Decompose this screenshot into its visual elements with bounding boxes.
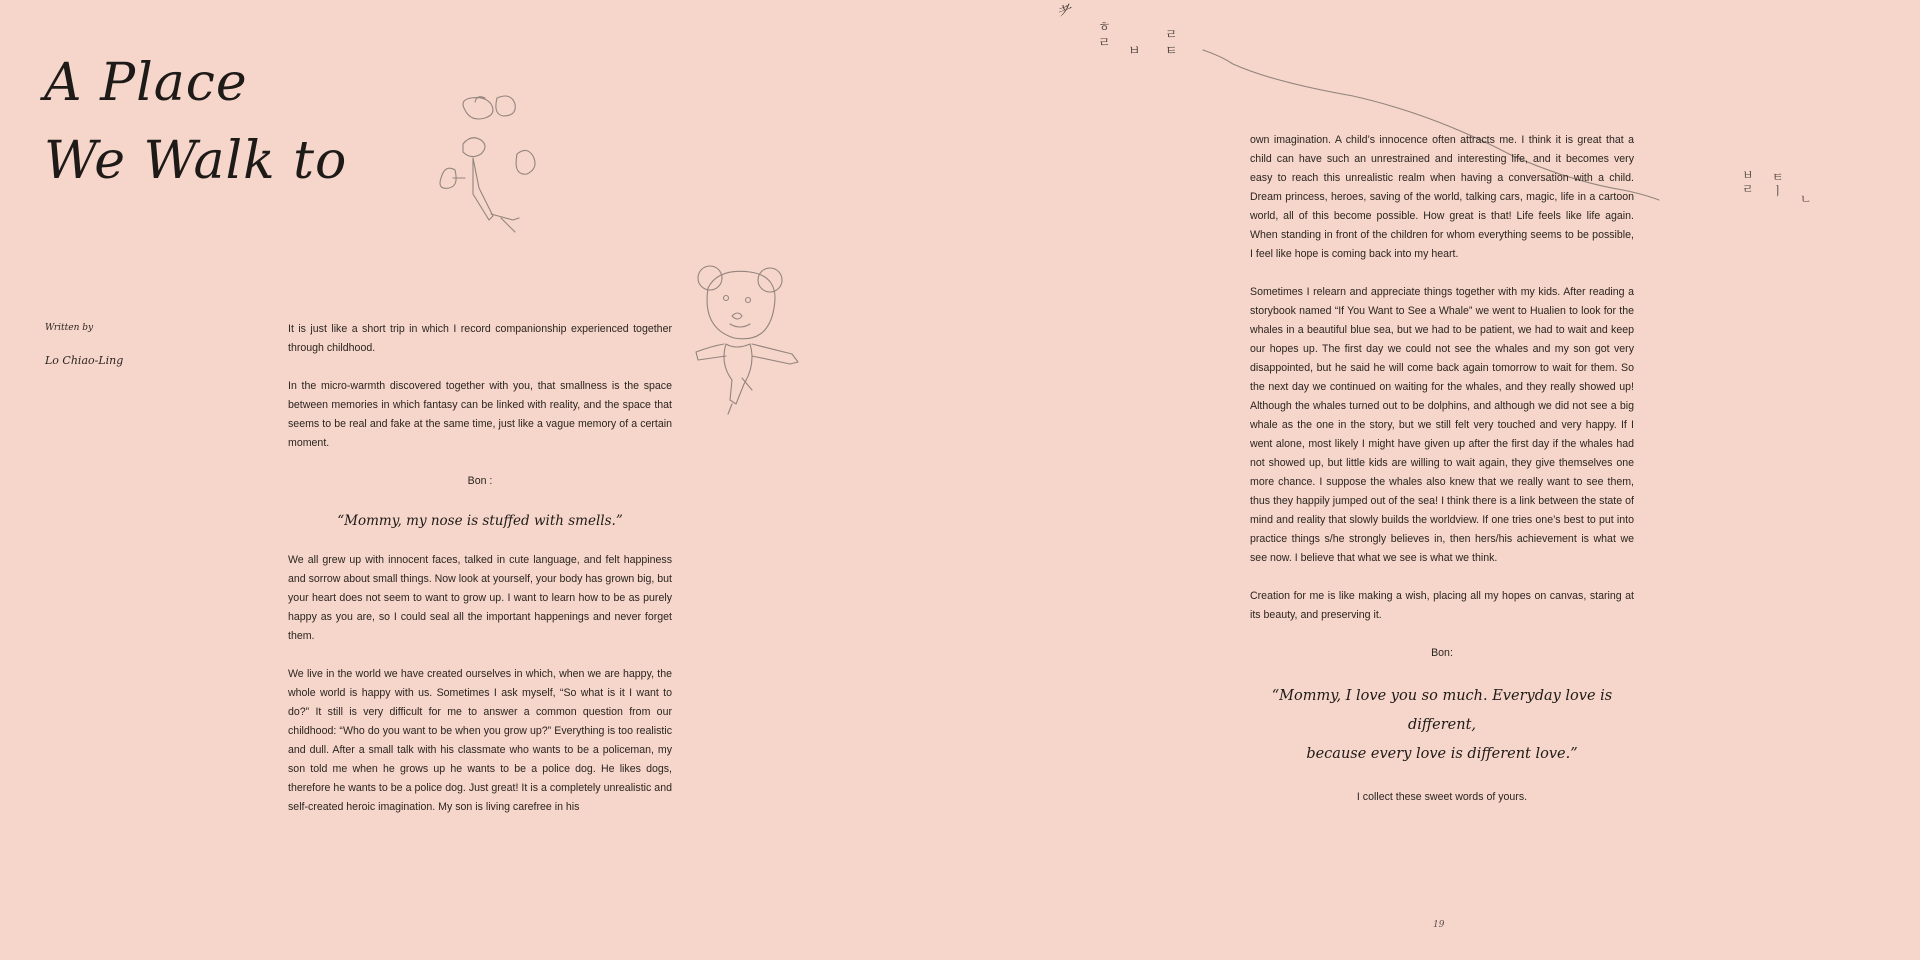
handwritten-scrawl-right-2: ㅌ ㅣ: [1772, 170, 1784, 198]
quote-2-line-2: because every love is different love.”: [1306, 746, 1578, 762]
right-paragraph-3: Creation for me is like making a wish, placing all my hopes on canvas, staring at its beauty, and preserving it.: [1250, 590, 1634, 621]
child-drawing-bear-illustration: [690, 258, 830, 438]
title-line-1: A Place: [44, 53, 248, 113]
quote-1-speaker: Bon :: [467, 475, 493, 487]
right-paragraph-2: Sometimes I relearn and appreciate things together with my kids. After reading a storybook named “If You Want to See a Whale” we went to Hualien to look for the whales in a beautiful blue sea, but we had to be patient, we had to wait and keep our hopes up. The first day we could not see the whales and my son got very disappointed, but he said he will come back again tomorrow to wait for them. So the next day we continued on waiting for the whales, and they really showed up! Although the whales turned out to be dolphins, and although we did not see a big whale as the one in the story, but we still felt very touched and very happy. If I went alone, most likely I might have given up after the first day if the whales had not showed up, but little kids are willing to wait again, they give themselves one more chance. I suppose the whales also knew that we really want to see them, thus they happily jumped out of the sea! I think there is a link between the state of mind and reality that slowly builds the worldview. If one tries one’s best to put into practice things s/he strongly believes in, then hers/his achievement is what we see now. I believe that what we see is what we think.: [1250, 286, 1634, 564]
right-text-column: [1250, 131, 1634, 826]
left-paragraph-3: We all grew up with innocent faces, talked in cute language, and felt happiness and sorrow about small things. Now look at yourself, your body has grown big, but your heart does not seem to want to grow up. I want to learn how to be as purely happy as you are, so I could seal all the important happenings and never forget them.: [288, 554, 672, 642]
handwritten-scrawl-mid-3: ㄹ ㅌ: [1165, 28, 1178, 59]
handwritten-scrawl-top: ⺹: [1055, 0, 1076, 22]
page-title: [44, 44, 347, 200]
author-name: Lo Chiao-Ling: [45, 354, 124, 367]
title-line-2: We Walk to: [44, 131, 348, 191]
quote-2-line-1: “Mommy, I love you so much. Everyday love is different,: [1271, 688, 1613, 733]
left-paragraph-1: It is just like a short trip in which I record companionship experienced together through childhood.: [288, 323, 672, 354]
handwritten-scrawl-mid: ㅎ ㄹ: [1098, 20, 1111, 51]
handwritten-scrawl-right: ㅂ ㄹ: [1742, 168, 1754, 196]
handwritten-scrawl-right-3: ㄴ: [1800, 192, 1812, 206]
handwritten-scrawl-mid-2: ㅂ: [1128, 44, 1141, 59]
quote-1-text: “Mommy, my nose is stuffed with smells.”: [337, 513, 623, 529]
child-drawing-figure-illustration: [415, 88, 565, 258]
closing-line: I collect these sweet words of yours.: [1356, 791, 1528, 803]
left-text-column: [288, 320, 672, 836]
right-paragraph-1: own imagination. A child’s innocence often attracts me. I think it is great that a child can have such an unrestrained and interesting life, and it becomes very easy to reach this unrealistic realm when having a conversation with a child. Dream princess, heroes, saving of the world, talking cars, magic, life in a cartoon world, all of this become possible. How great is that! Life feels like life again. When standing in front of the children for whom everything seems to be possible, I feel like hope is coming back into my heart.: [1250, 134, 1634, 260]
left-paragraph-4: We live in the world we have created ourselves in which, when we are happy, the whole world is happy with us. Sometimes I ask myself, “So what is it I want to do?” It still is very difficult for me to answer a common question from our childhood: “Who do you want to be when you grow up?” Everything is too realistic and dull. After a small talk with his classmate who wants to be a policeman, my son told me when he grows up he wants to be a police dog. He likes dogs, therefore he wants to be a police dog. Just great! It is a completely unrealistic and self-created heroic imagination. My son is living carefree in his: [288, 668, 672, 813]
left-paragraph-2: In the micro-warmth discovered together with you, that smallness is the space between memories in which fantasy can be linked with reality, and the space that seems to be real and fake at the same time, just like a vague memory of a certain moment.: [288, 380, 672, 449]
page-number: 19: [1433, 920, 1445, 930]
quote-2-text: [1250, 682, 1634, 769]
byline-label: Written by: [45, 323, 94, 333]
quote-2-speaker: Bon:: [1431, 647, 1453, 659]
